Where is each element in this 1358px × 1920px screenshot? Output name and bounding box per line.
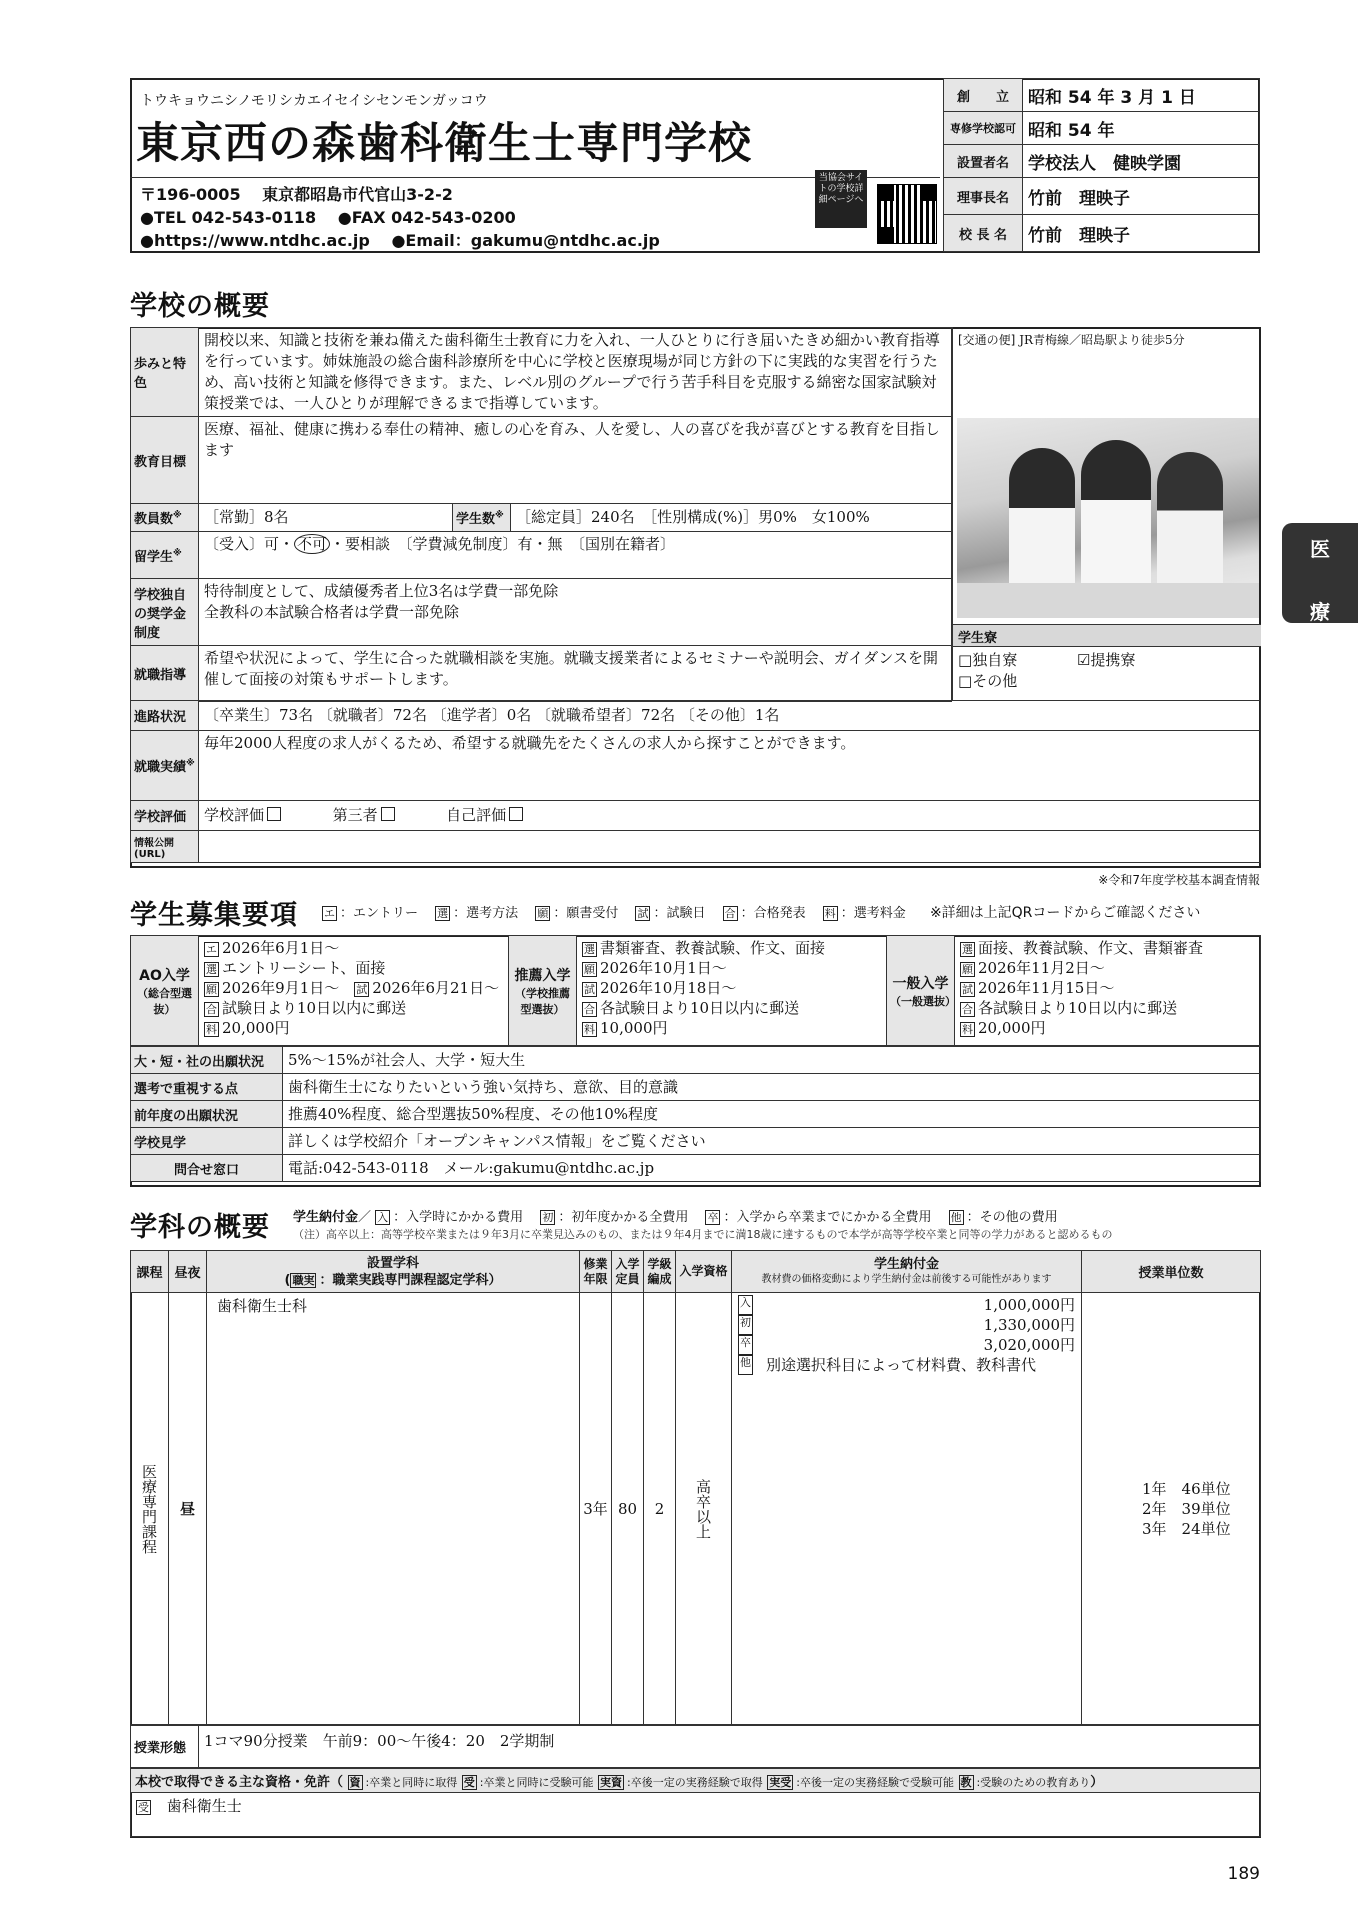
email-link[interactable]: ●Email：gakumu@ntdhc.ac.jp — [391, 231, 660, 250]
address-line — [140, 182, 453, 205]
recruit-row-value: 歯科衛生士になりたいという強い気持ち、意欲、目的意識 — [283, 1074, 1261, 1101]
access-text: JR青梅線／昭島駅より徒歩5分 — [1019, 333, 1185, 347]
fee-key: 卒 — [738, 1335, 753, 1355]
ippan-details — [955, 936, 1261, 1046]
dorm-check-own[interactable]: □ — [958, 651, 973, 669]
eval-school: 学校評価 — [204, 806, 265, 824]
ippan-label — [887, 936, 955, 1046]
student-figure — [1081, 440, 1151, 598]
ao-result-value: 試験日より10日以内に郵送 — [222, 999, 407, 1017]
col-subject-title: 設置学科 — [366, 1255, 419, 1271]
col-units: 授業単位数 — [1082, 1251, 1261, 1293]
col-capacity: 入学定員 — [612, 1251, 644, 1293]
suisen-method — [582, 938, 881, 958]
suisen-value: 2026年10月18日～ — [600, 979, 737, 997]
dept-title: 学科の概要 — [130, 1212, 270, 1243]
license-legend-value: :卒後一定の実務経験で受験可能 — [796, 1776, 955, 1789]
ao-apply — [204, 978, 503, 998]
legend-value: ：試験日 — [653, 906, 706, 921]
col-fee-sub: 教材費の価格変動により学生納付金は前後する可能性があります — [761, 1273, 1052, 1285]
intl-asterisk: ※ — [173, 548, 182, 559]
license-legend-key: 受 — [463, 1776, 475, 1789]
ao-result-key: 合 — [206, 1002, 217, 1016]
school-name: 東京西の森歯科衛生士専門学校 — [136, 119, 752, 169]
dorm-own: 独自寮 — [972, 651, 1018, 669]
intl-value — [199, 532, 952, 579]
suisen-result — [582, 998, 881, 1018]
dorm-label: 学生寮 — [958, 631, 998, 646]
legend-item — [635, 906, 705, 921]
suisen-sub: （学校推薦型選抜） — [515, 986, 570, 1016]
intl-label-text: 留学生 — [134, 549, 174, 565]
license-legend-value: :卒業と同時に受験可能 — [479, 1776, 594, 1789]
ippan-key: 選 — [962, 942, 973, 956]
fee-key: 他 — [738, 1355, 753, 1375]
years-value: 3年 — [580, 1293, 612, 1725]
col-time: 昼夜 — [169, 1251, 207, 1293]
legend-item — [535, 906, 618, 921]
col-subject-note: ：職業実践専門課程認定学科） — [319, 1272, 502, 1288]
recruit-row-label: 前年度の出願状況 — [131, 1101, 283, 1128]
suisen-key: 選 — [584, 942, 595, 956]
job-text: 希望や状況によって、学生に合った就職相談を実施。就職支援業者によるセミナーや説明会、ガイダンスを開催して面接の対策もサポートします。 — [199, 646, 952, 702]
ippan-method — [960, 938, 1255, 958]
legend-key: 料 — [824, 907, 836, 920]
legend-key: 選 — [437, 907, 449, 920]
ippan-label-text: 一般入学 — [892, 975, 949, 992]
side-tab-line2: 療 — [1310, 600, 1330, 624]
ao-entry-value: 2026年6月1日～ — [222, 939, 340, 957]
legend-key: 試 — [637, 907, 649, 920]
recruit-row-label: 大・短・社の出願状況 — [131, 1047, 283, 1074]
form-label: 授業形態 — [131, 1726, 199, 1768]
legend-item — [435, 906, 518, 921]
legend-item — [322, 906, 418, 921]
staff-value: ［常勤］8名 — [199, 504, 453, 532]
dorm-check-other[interactable]: □ — [958, 672, 973, 690]
fee-legend-value: ：入学時にかかる費用 — [393, 1210, 524, 1225]
path-label: 進路状況 — [131, 701, 199, 731]
legend-item — [823, 906, 906, 921]
scholar-label: 学校独自の奨学金制度 — [131, 579, 199, 646]
legend-value: ：選考料金 — [840, 906, 906, 921]
col-qual: 入学資格 — [676, 1251, 732, 1293]
recruit-row-value: 詳しくは学校紹介「オープンキャンパス情報」をご覧ください — [283, 1128, 1261, 1155]
suisen-label — [509, 936, 577, 1046]
intl-label — [131, 532, 199, 579]
time-value: 昼 — [169, 1293, 207, 1725]
ao-fee-value: 20,000円 — [222, 1019, 290, 1037]
fee-row-other — [738, 1355, 1075, 1375]
qr-code-icon[interactable] — [877, 184, 937, 244]
dorm-row — [958, 671, 1135, 692]
result-asterisk: ※ — [186, 758, 195, 769]
ao-details — [199, 936, 509, 1046]
dorm-options — [958, 650, 1135, 692]
history-text: 開校以来、知識と技術を兼ね備えた歯科衛生士教育に力を入れ、一人ひとりに行き届いたきめ細かい教育指導を行っています。姉妹施設の総合歯科診療所を中心に学校と医療現場が同じ方針の下に実践的な実習を行うため、高い技術と知識を修得できます。また、レベル別のグループで行う苦手科目を克服する綿密な国家試験対策授業では、一人ひとりが理解できるまで指導しています。 — [199, 328, 952, 417]
ao-method-value: エントリーシート、面接 — [222, 959, 386, 977]
subject-value: 歯科衛生士科 — [207, 1293, 580, 1725]
access-label: [交通の便] — [958, 333, 1016, 347]
units-year2: 2年 39単位 — [1142, 1499, 1231, 1518]
suisen-details — [577, 936, 887, 1046]
students-label — [453, 504, 511, 532]
access-info — [958, 331, 1185, 348]
suisen-value: 書類審査、教養試験、作文、面接 — [600, 939, 826, 957]
dorm-other: その他 — [972, 672, 1018, 690]
col-subject-box: 職実 — [292, 1273, 315, 1287]
eval-third-checkbox[interactable] — [381, 807, 395, 821]
founded-label: 創 立 — [944, 79, 1023, 112]
fee-legend-item — [949, 1210, 1058, 1225]
website-link[interactable]: ●https://www.ntdhc.ac.jp — [140, 231, 370, 250]
legend-key: 願 — [537, 907, 549, 920]
legend-value: ：合格発表 — [740, 906, 806, 921]
recruit-row-label: 問合せ窓口 — [131, 1155, 283, 1182]
col-fee — [732, 1251, 1082, 1293]
fee-value — [732, 1293, 1082, 1725]
eval-options — [199, 801, 1261, 831]
units-year3: 3年 24単位 — [1142, 1519, 1231, 1538]
admission-table — [130, 935, 1261, 1182]
principal-label: 校 長 名 — [944, 215, 1023, 252]
result-text: 毎年2000人程度の求人がくるため、希望する就職先をたくさんの求人から探すことができます。 — [199, 731, 1261, 801]
ao-exam-value: 2026年6月21日～ — [372, 979, 500, 997]
capacity-value: 80 — [612, 1293, 644, 1725]
fee-row-total — [738, 1335, 1075, 1355]
recruit-row-value: 推薦40%程度、総合型選抜50%程度、その他10%程度 — [283, 1101, 1261, 1128]
recruit-row-value: 5%～15%が社会人、大学・短大生 — [283, 1047, 1261, 1074]
ao-label-text: AO入学 — [139, 967, 190, 984]
contact-value[interactable]: 電話:042-543-0118 メール:gakumu@ntdhc.ac.jp — [283, 1155, 1261, 1182]
license-value: 昭和 54 年 — [1023, 112, 1260, 145]
col-classes: 学級編成 — [644, 1251, 676, 1293]
license-legend-value: :受験のための教育あり — [976, 1776, 1091, 1789]
eval-third: 第三者 — [332, 806, 378, 824]
fee-amount: 3,020,000円 — [983, 1336, 1075, 1354]
license-title: 本校で取得できる主な資格・免許 — [135, 1775, 331, 1790]
suisen-value: 各試験日より10日以内に郵送 — [600, 999, 800, 1017]
classes-value: 2 — [644, 1293, 676, 1725]
students-value: ［総定員］240名 ［性別構成(%)］男0% 女100% — [511, 504, 952, 532]
ao-exam-key: 試 — [356, 982, 368, 996]
suisen-key: 料 — [584, 1022, 595, 1036]
qr-caption — [815, 170, 867, 228]
fee-legend-item — [705, 1210, 931, 1225]
license-legend-key: 教 — [960, 1776, 972, 1789]
ao-apply-value: 2026年9月1日～ — [222, 979, 340, 997]
eval-school-checkbox[interactable] — [267, 807, 281, 821]
license-list — [131, 1793, 1261, 1837]
ippan-key: 願 — [962, 962, 973, 976]
path-text: 〔卒業生〕73名 〔就職者〕72名 〔進学者〕0名 〔就職希望者〕72名 〔その他〕1名 — [199, 701, 1261, 731]
license-legend-key: 資 — [349, 1776, 361, 1789]
fee-legend-key: 他 — [950, 1211, 962, 1224]
col-subject-sub: ( 職実 ：職業実践専門課程認定学科） — [284, 1272, 502, 1288]
history-label: 歩みと特色 — [131, 328, 199, 417]
goal-text: 医療、福祉、健康に携わる奉仕の精神、癒しの心を育み、人を愛し、人の喜びを我が喜びとする教育を目指します — [199, 417, 952, 504]
overview-title: 学校の概要 — [130, 291, 270, 322]
ippan-apply — [960, 958, 1255, 978]
license-item: 歯科衛生士 — [166, 1797, 242, 1815]
web-line — [140, 228, 660, 251]
ippan-fee — [960, 1018, 1255, 1038]
fee-legend-key: 卒 — [707, 1211, 719, 1224]
result-label — [131, 731, 199, 801]
license-legend-key: 実受 — [769, 1776, 792, 1789]
intl-accept: 〔受入〕可・ — [204, 535, 295, 553]
suisen-exam — [582, 978, 881, 998]
fee-legend-key: 入 — [377, 1211, 389, 1224]
fee-legend: 学生納付金／ 入 ：入学時にかかる費用 初 ：初年度かかる全費用 卒 ：入学から卒業までにかかる全費用 他 ：その他の費用 — [293, 1210, 1058, 1225]
dept-note: （注）高卒以上：高等学校卒業または９年3月に卒業見込みのもの、または９年4月までに満18歳に達するもので本学が高等学校卒業と同等の学力があると認めるもの — [293, 1228, 1113, 1241]
info-url-value[interactable] — [199, 831, 1261, 863]
student-figure — [1009, 448, 1075, 598]
qual-text: 高卒以上 — [694, 1478, 712, 1539]
license-header: 本校で取得できる主な資格・免許（ 資 :卒業と同時に取得 受 :卒業と同時に受験可能 実資 :卒後一定の実務経験で取得 実受 :卒後一定の実務経験で受験可能 教 :受験のための教育あり） — [131, 1769, 1261, 1793]
scholar-item: 特待制度として、成績優秀者上位3名は学費一部免除 — [204, 582, 559, 600]
dorm-header — [953, 624, 1261, 647]
ippan-key: 試 — [962, 982, 973, 996]
recruit-row-label: 選考で重視する点 — [131, 1074, 283, 1101]
table-surface — [957, 583, 1259, 618]
students-photo — [957, 418, 1259, 618]
intl-circled: 不可 — [294, 534, 330, 554]
license-label: 専修学校認可 — [944, 112, 1023, 145]
side-tab-line1: 医 — [1310, 537, 1330, 561]
license-legend-value: :卒後一定の実務経験で取得 — [627, 1776, 763, 1789]
col-fee-title: 学生納付金 — [873, 1256, 939, 1272]
col-subject — [207, 1251, 580, 1293]
ippan-key: 料 — [962, 1022, 973, 1036]
license-legend-key: 実資 — [600, 1776, 623, 1789]
info-url-label: 情報公開(URL) — [131, 831, 199, 863]
ippan-result — [960, 998, 1255, 1018]
suisen-apply — [582, 958, 881, 978]
units-year1: 1年 46単位 — [1142, 1479, 1231, 1498]
qual-value — [676, 1293, 732, 1725]
result-label-text: 就職実績 — [134, 760, 187, 775]
license-legend-value: :卒業と同時に取得 — [365, 1776, 458, 1789]
intl-rest: ・要相談 〔学費減免制度〕有・無 〔国別在籍者〕 — [330, 535, 676, 553]
ippan-sub: （一般選抜） — [890, 994, 956, 1008]
fee-amount: 1,330,000円 — [983, 1316, 1075, 1334]
scholar-item: 全教科の本試験合格者は学費一部免除 — [204, 603, 460, 621]
fee-legend-item — [540, 1210, 688, 1225]
units-value — [1082, 1293, 1261, 1725]
course-text: 医療専門課程 — [140, 1463, 158, 1554]
suisen-key: 願 — [584, 962, 595, 976]
recruit-legend — [322, 902, 1200, 922]
legend-value: ：エントリー — [340, 906, 419, 921]
survey-note: ※令和7年度学校基本調査情報 — [1098, 873, 1260, 887]
fee-legend-value: ：その他の費用 — [966, 1210, 1058, 1225]
recruit-row-label: 学校見学 — [131, 1128, 283, 1155]
students-asterisk: ※ — [495, 510, 504, 521]
legend-note: ※詳細は上記QRコードからご確認ください — [929, 905, 1201, 921]
ao-entry — [204, 938, 503, 958]
suisen-value: 2026年10月1日～ — [600, 959, 727, 977]
students-label-text: 学生数 — [456, 512, 496, 527]
fee-key: 初 — [738, 1315, 753, 1335]
dorm-row — [958, 650, 1135, 671]
ao-fee-key: 料 — [206, 1022, 217, 1036]
ao-result — [204, 998, 503, 1018]
postal-code: 〒196-0005 — [140, 185, 241, 204]
founded-value: 昭和 54 年 3 月 1 日 — [1023, 79, 1260, 112]
address: 東京都昭島市代官山3-2-2 — [262, 185, 453, 204]
recruit-title: 学生募集要項 — [130, 900, 298, 931]
ippan-value: 2026年11月15日～ — [978, 979, 1115, 997]
ippan-value: 20,000円 — [978, 1019, 1046, 1037]
phone-line — [140, 205, 516, 228]
fee-legend-item — [375, 1210, 523, 1225]
page-number: 189 — [1227, 1864, 1260, 1884]
fax: ●FAX 042-543-0200 — [337, 208, 516, 227]
legend-item — [723, 906, 806, 921]
eval-self: 自己評価 — [446, 806, 507, 824]
fee-legend-key: 初 — [542, 1211, 554, 1224]
founder-value: 学校法人 健映学園 — [1023, 145, 1260, 178]
ao-label — [131, 936, 199, 1046]
ippan-key: 合 — [962, 1002, 973, 1016]
eval-label: 学校評価 — [131, 801, 199, 831]
col-course: 課程 — [131, 1251, 169, 1293]
fee-other: 別途選択科目によって材料費、教科書代 — [766, 1356, 1037, 1374]
ippan-value: 各試験日より10日以内に郵送 — [978, 999, 1178, 1017]
fee-key: 入 — [738, 1295, 753, 1315]
staff-asterisk: ※ — [173, 510, 182, 521]
suisen-key: 合 — [584, 1002, 595, 1016]
legend-value: ：願書受付 — [553, 906, 619, 921]
suisen-fee — [582, 1018, 881, 1038]
fee-legend-title: 学生納付金 — [293, 1210, 359, 1225]
chairman-value: 竹前 理映子 — [1023, 178, 1260, 215]
suisen-label-text: 推薦入学 — [514, 967, 571, 984]
founder-label: 設置者名 — [944, 145, 1023, 178]
dept-table — [130, 1250, 1261, 1837]
fee-row-entry — [738, 1295, 1075, 1315]
suisen-key: 試 — [584, 982, 595, 996]
dorm-partner: 提携寮 — [1090, 651, 1136, 669]
header-info-table — [943, 78, 1260, 252]
side-tab-medical[interactable] — [1282, 523, 1358, 623]
license-item-key: 受 — [138, 1800, 149, 1814]
staff-label-text: 教員数 — [134, 512, 174, 527]
qr-caption-text: 当協会サイトの学校詳細ページへ — [818, 173, 864, 205]
job-label: 就職指導 — [131, 646, 199, 702]
eval-self-checkbox[interactable] — [509, 807, 523, 821]
overview-left-table — [130, 327, 952, 702]
course-value — [131, 1293, 169, 1725]
ao-sub: （総合型選抜） — [137, 986, 192, 1016]
ao-fee — [204, 1018, 503, 1038]
fee-row-first — [738, 1315, 1075, 1335]
scholar-text — [199, 579, 952, 646]
ao-entry-key: エ — [206, 942, 217, 956]
student-figure — [1157, 452, 1223, 598]
legend-key: エ — [324, 907, 335, 920]
fee-amount: 1,000,000円 — [983, 1296, 1075, 1314]
ippan-value: 面接、教養試験、作文、書類審査 — [978, 939, 1204, 957]
school-kana: トウキョウニシノモリシカエイセイシセンモンガッコウ — [140, 93, 488, 109]
ippan-exam — [960, 978, 1255, 998]
ao-method-key: 選 — [206, 962, 217, 976]
fee-legend-value: ：入学から卒業までにかかる全費用 — [723, 1210, 932, 1225]
suisen-value: 10,000円 — [600, 1019, 668, 1037]
legend-key: 合 — [724, 907, 736, 920]
ao-apply-key: 願 — [206, 982, 217, 996]
ao-method — [204, 958, 503, 978]
ippan-value: 2026年11月2日～ — [978, 959, 1105, 977]
staff-label — [131, 504, 199, 532]
goal-label: 教育目標 — [131, 417, 199, 504]
principal-value: 竹前 理映子 — [1023, 215, 1260, 252]
overview-bottom-table — [130, 700, 1261, 863]
fee-legend-value: ：初年度かかる全費用 — [558, 1210, 689, 1225]
form-value: 1コマ90分授業 午前9：00～午後4：20 2学期制 — [199, 1726, 1261, 1768]
dorm-check-partner[interactable]: ☑ — [1076, 651, 1091, 669]
legend-value: ：選考方法 — [453, 906, 519, 921]
col-years: 修業年限 — [580, 1251, 612, 1293]
chairman-label: 理事長名 — [944, 178, 1023, 215]
tel: ●TEL 042-543-0118 — [140, 208, 317, 227]
